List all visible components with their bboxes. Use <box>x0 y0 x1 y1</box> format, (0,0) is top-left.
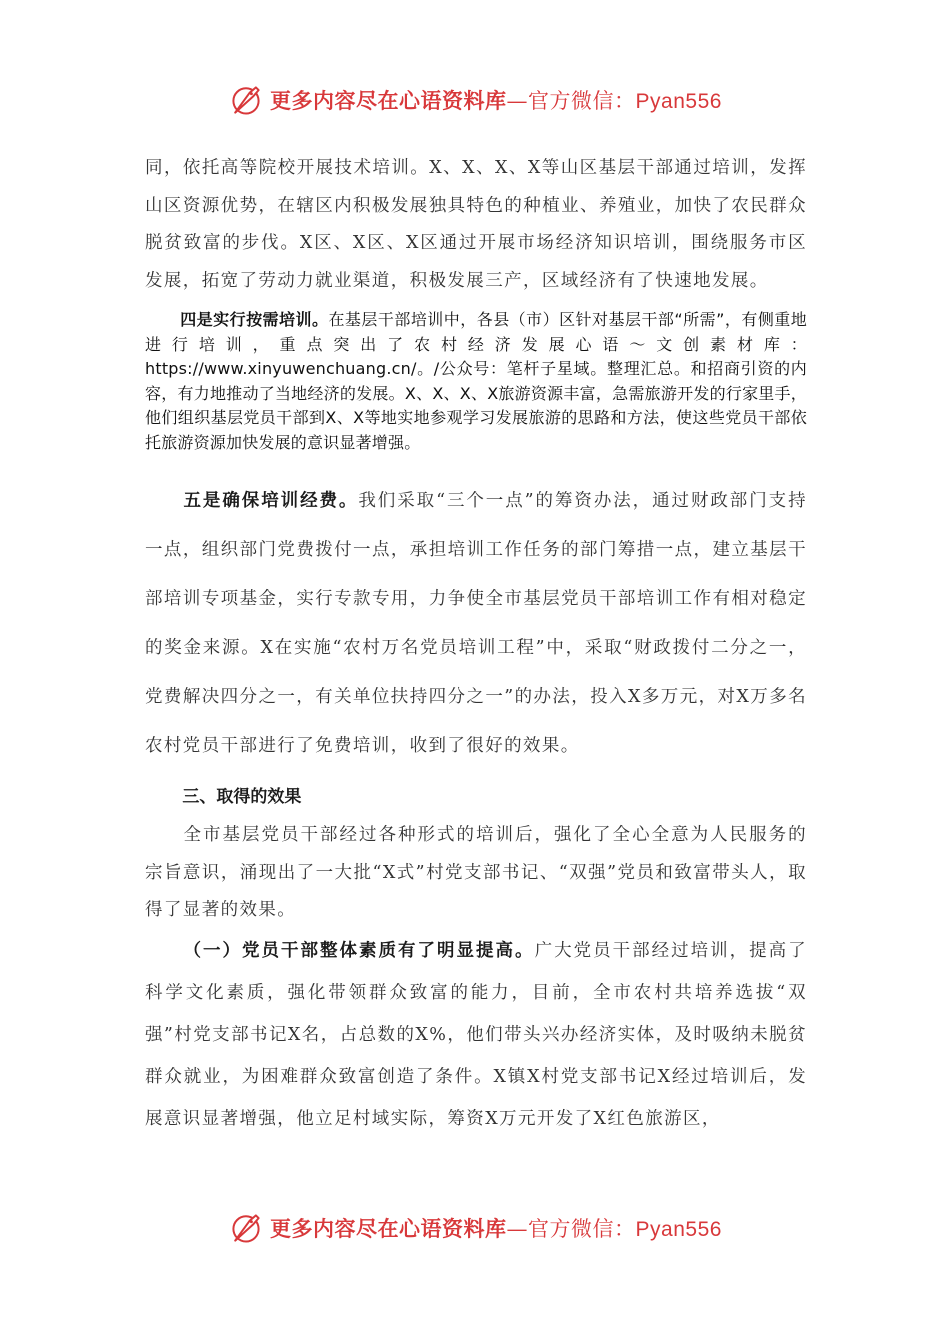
paragraph-5-text: 广大党员干部经过培训，提高了科学文化素质，强化带领群众致富的能力，目前，全市农村共培养选拔“双强”村党支部书记X名，占总数的X%，他们带头兴办经济实体，及时吸纳未脱贫群众就业，为困难群众致富创造了条件。X镇X村党支部书记X经过培训后，发展意识显著增强，他立足村域实际，筹资X万元开发了X红色旅游区， <box>145 940 807 1129</box>
paragraph-3-lead: 五是确保培训经费。 <box>183 491 359 511</box>
footer-banner <box>0 1206 950 1250</box>
paragraph-5 <box>145 930 807 1140</box>
paragraph-1: 同，依托高等院校开展技术培训。X、X、X、X等山区基层干部通过培训，发挥山区资源优势，在辖区内积极发展独具特色的种植业、养殖业，加快了农民群众脱贫致富的步伐。X区、X区、X区通过开展市场经济知识培训，围绕服务市区发展，拓宽了劳动力就业渠道，积极发展三产，区域经济有了快速地发展。 <box>145 158 807 291</box>
banner-contact-id: Pyan556 <box>635 90 722 113</box>
section-heading-3: 三、取得的效果 <box>182 787 302 807</box>
paragraph-2-text: 在基层干部培训中，各县（市）区针对基层干部“所需”，有侧重地进行培训，重点突出了农村经济发展心语～文创素材库：https://www.xinyuwenchuang.cn/。/公众号：笔杆子星域。整理汇总。和招商引资的内容，有力地推动了当地经济的发展。X、X、X、X旅游资源丰富，急需旅游开发的行家里手，他们组织基层党员干部到X、X等地实地参观学习发展旅游的思路和方法，使这些党员干部依托旅游资源加快发展的意识显著增强。 <box>145 310 807 452</box>
banner-contact-id: Pyan556 <box>635 1218 722 1241</box>
paragraph-2-lead: 四是实行按需培训。 <box>180 310 329 329</box>
banner-separator: — <box>506 89 529 113</box>
banner-contact-label: 官方微信： <box>528 89 636 113</box>
paragraph-3-text: 我们采取“三个一点”的筹资办法，通过财政部门支持一点，组织部门党费拨付一点，承担培训工作任务的部门筹措一点，建立基层干部培训专项基金，实行专款专用，力争使全市基层党员干部培训工作有相对稳定的奖金来源。X在实施“农村万名党员培训工程”中，采取“财政拨付二分之一，党费解决四分之一，有关单位扶持四分之一”的办法，投入X多万元，对X万多名农村党员干部进行了免费培训，收到了很好的效果。 <box>145 491 807 756</box>
paragraph-4: 全市基层党员干部经过各种形式的培训后，强化了全心全意为人民服务的宗旨意识，涌现出了一大批“X式”村党支部书记、“双强”党员和致富带头人，取得了显著的效果。 <box>145 825 807 920</box>
pen-nib-icon <box>228 82 264 118</box>
banner-brand: 更多内容尽在心语资料库 <box>270 88 507 113</box>
paragraph-5-lead: （一）党员干部整体素质有了明显提高。 <box>183 940 535 961</box>
paragraph-3 <box>145 477 807 771</box>
banner-contact-label: 官方微信： <box>528 1217 636 1241</box>
document-body <box>145 150 807 1140</box>
footer-banner-text <box>270 1213 722 1243</box>
banner-brand: 更多内容尽在心语资料库 <box>270 1216 507 1241</box>
header-banner-text <box>270 85 722 115</box>
banner-separator: — <box>506 1217 529 1241</box>
pen-nib-icon <box>228 1210 264 1246</box>
paragraph-2 <box>145 308 807 455</box>
header-banner <box>0 78 950 122</box>
